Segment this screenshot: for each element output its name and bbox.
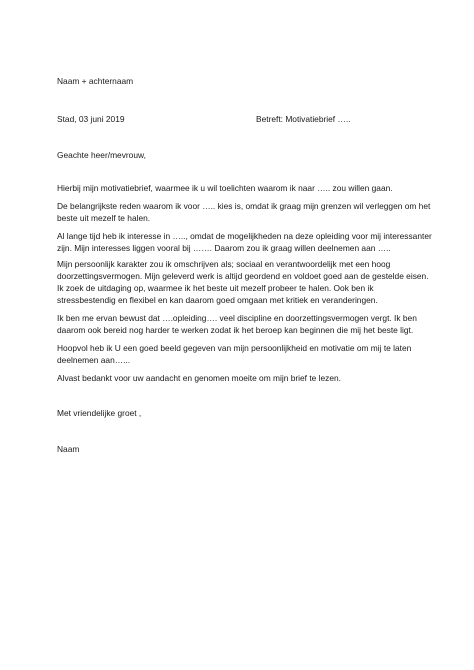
- paragraph-reason: [57, 200, 431, 224]
- paragraph-line: doorzettingsvermogen. Mijn geleverd werk is altijd geordend en voldoet goed aan de gestelde eisen.: [57, 271, 429, 281]
- paragraph-line: De belangrijkste reden waarom ik voor ….. kies is, omdat ik graag mijn grenzen wil verleggen om het: [57, 201, 431, 211]
- paragraph-awareness: [57, 312, 427, 336]
- paragraph-interest: [57, 230, 432, 254]
- paragraph-character: [57, 258, 427, 306]
- paragraph-line: deelnemen aan…...: [57, 355, 131, 365]
- place-date: Stad, 03 juni 2019: [57, 114, 125, 124]
- paragraph-line: Ik zoek de uitdaging op, waarmee ik het beste uit mezelf probeer te halen. Ook ben ik: [57, 283, 374, 293]
- closing: Met vriendelijke groet ,: [57, 408, 142, 418]
- paragraph-line: Hierbij mijn motivatiebrief, waarmee ik u wil toelichten waarom ik naar ….. zou willen gaan.: [57, 183, 393, 193]
- paragraph-hope: [57, 342, 427, 366]
- paragraph-line: Mijn persoonlijk karakter zou ik omschrijven als; sociaal en verantwoordelijk met een hoog: [57, 259, 391, 269]
- paragraph-intro: [57, 182, 427, 194]
- sender-name: Naam + achternaam: [57, 76, 134, 86]
- paragraph-line: beste uit mezelf te halen.: [57, 213, 151, 223]
- paragraph-line: Alvast bedankt voor uw aandacht en genomen moeite om mijn brief te lezen.: [57, 373, 341, 383]
- paragraph-line: Al lange tijd heb ik interesse in ….., omdat de mogelijkheden na deze opleiding voor mij interessanter: [57, 231, 432, 241]
- paragraph-line: zijn. Mijn interesses liggen vooral bij ……. Daarom zou ik graag willen deelnemen aan …..: [57, 243, 391, 253]
- paragraph-line: Hoopvol heb ik U een goed beeld gegeven van mijn persoonlijkheid en motivatie om mij te laten: [57, 343, 412, 353]
- subject-line: Betreft: Motivatiebrief …..: [256, 114, 351, 124]
- paragraph-line: stressbestendig en flexibel en kan daarom goed omgaan met kritiek en veranderingen.: [57, 295, 378, 305]
- paragraph-thanks: [57, 372, 427, 384]
- paragraph-line: daarom ook bereid nog harder te werken zodat ik het beroep kan beginnen die mij het beste ligt.: [57, 325, 414, 335]
- signature: Naam: [57, 444, 80, 454]
- salutation: Geachte heer/mevrouw,: [57, 150, 146, 160]
- paragraph-line: Ik ben me ervan bewust dat ….opleiding…. veel discipline en doorzettingsvermogen vergt. Ik ben: [57, 313, 417, 323]
